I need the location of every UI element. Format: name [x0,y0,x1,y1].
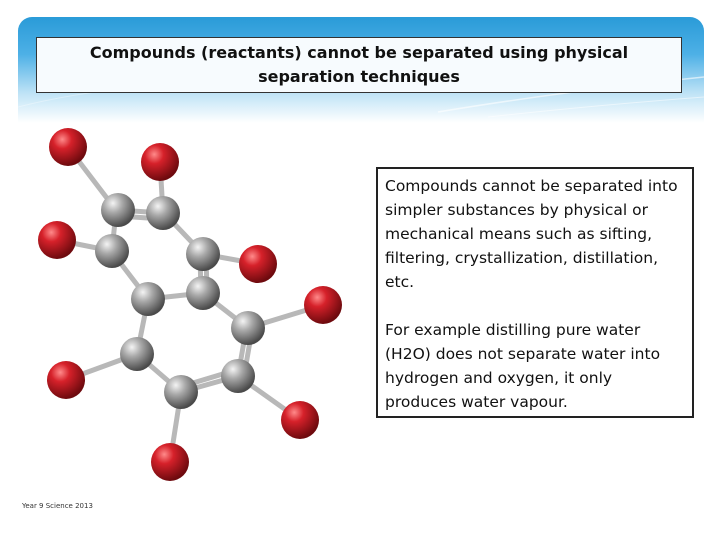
slide-title: Compounds (reactants) cannot be separated using physical separation techniques [36,37,682,93]
slide-footer: Year 9 Science 2013 [22,502,93,510]
explanation-textbox [376,167,694,418]
explanation-paragraph-2: For example distilling pure water (H2O) does not separate water into hydrogen and oxygen, it only produces water vapour. [385,321,661,411]
explanation-paragraph-1: Compounds cannot be separated into simpler substances by physical or mechanical means such as sifting, filtering, crystallization, distillation, etc. [385,177,678,291]
molecule-model-image [0,110,370,490]
